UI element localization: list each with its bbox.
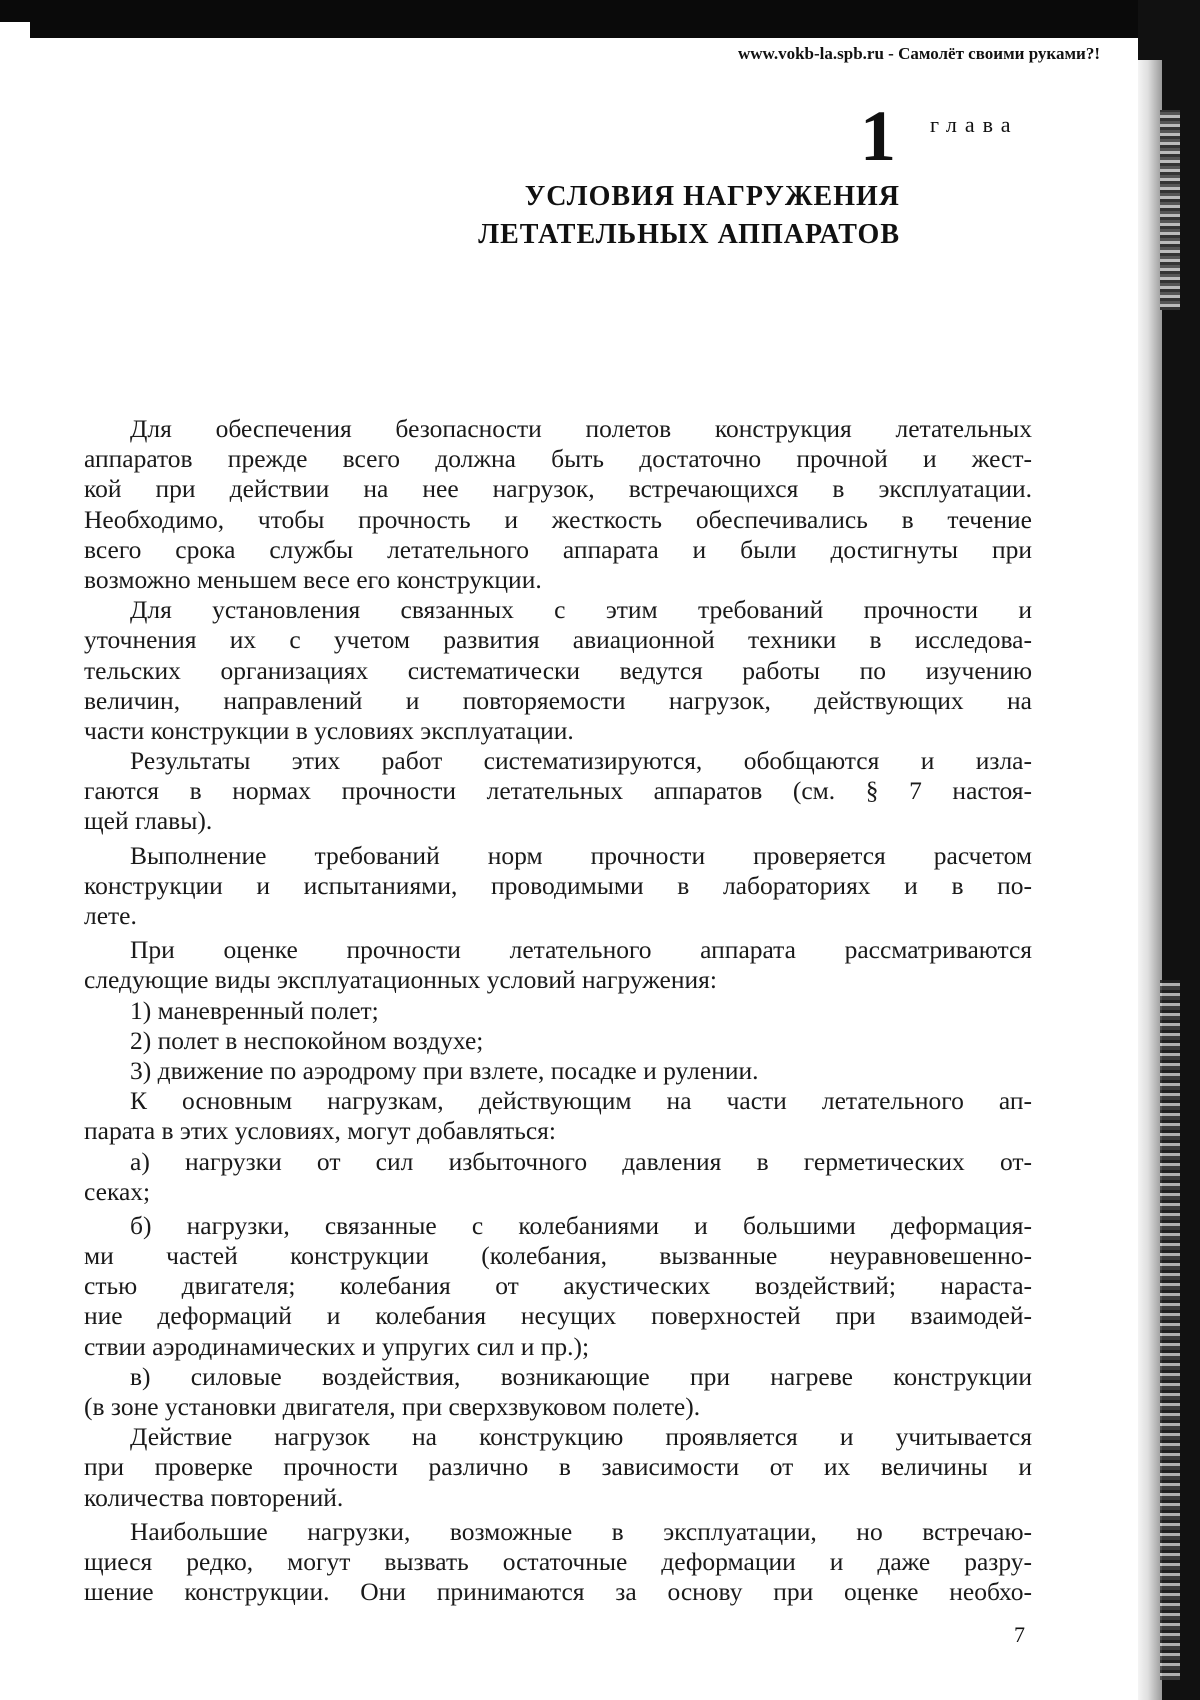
text-line: При оценке прочности летательного аппарата рассматриваются [130, 935, 1032, 965]
text-line: всего срока службы летательного аппарата и были достигнуты при [84, 534, 1032, 564]
scan-border-top [30, 0, 1200, 38]
text-line: аппаратов прежде всего должна быть достаточно прочной и жест- [84, 444, 1032, 474]
text-line: щей главы). [84, 806, 213, 836]
page-number: 7 [1014, 1622, 1025, 1647]
text-line: Необходимо, чтобы прочность и жесткость обеспечивались в течение [84, 504, 1032, 534]
text-line: секах; [84, 1176, 151, 1206]
list-item: б) нагрузки, связанные с колебаниями и большими деформация- [130, 1210, 1032, 1240]
list-item: в) силовые воздействия, возникающие при нагреве конструкции [130, 1361, 1032, 1391]
text-line: (в зоне установки двигателя, при сверхзвуковом полете). [84, 1392, 701, 1421]
text-line: Наибольшие нагрузки, возможные в эксплуатации, но встречаю- [130, 1516, 1032, 1546]
chapter-number: 1 [860, 96, 896, 176]
text-line: ми частей конструкции (колебания, вызванные неуравновешенно- [84, 1241, 1032, 1271]
chapter-title [380, 178, 900, 254]
text-line: количества повторений. [84, 1482, 344, 1512]
text-line: конструкции и испытаниями, проводимыми в лабораториях и в по- [84, 870, 1032, 900]
chapter-title-line-2: ЛЕТАТЕЛЬНЫХ АППАРАТОВ [478, 219, 900, 250]
site-header: www.vokb-la.spb.ru - Самолёт своими руками?! [737, 44, 1100, 63]
text-line: Для обеспечения безопасности полетов конструкция летательных [130, 414, 1032, 443]
text-line: тельских организациях систематически ведутся работы по изучению [84, 655, 1032, 685]
list-item: 1) маневренный полет; [130, 995, 379, 1025]
text-line: Действие нагрузок на конструкцию проявляется и учитывается [130, 1422, 1032, 1452]
text-line: Результаты этих работ систематизируются, обобщаются и изла- [130, 746, 1032, 776]
text-line: кой при действии на нее нагрузок, встречающихся в эксплуатации. [84, 474, 1032, 504]
text-line: части конструкции в условиях эксплуатации. [84, 715, 574, 745]
text-line: возможно меньшем весе его конструкции. [84, 564, 542, 594]
text-line: гаются в нормах прочности летательных аппаратов (см. § 7 настоя- [84, 776, 1032, 806]
text-line: Выполнение требований норм прочности проверяется расчетом [130, 840, 1032, 870]
text-line: величин, направлений и повторяемости нагрузок, действующих на [84, 685, 1032, 715]
text-line: щиеся редко, могут вызвать остаточные деформации и даже разру- [84, 1546, 1032, 1576]
text-line: Для установления связанных с этим требований прочности и [130, 595, 1032, 625]
body-text [84, 414, 1032, 1607]
scan-noise-lower [1160, 980, 1180, 1680]
scan-border-top-left [0, 0, 30, 22]
list-item: а) нагрузки от сил избыточного давления в герметических от- [130, 1146, 1032, 1176]
text-line: стью двигателя; колебания от акустических воздействий; нараста- [84, 1271, 1032, 1301]
scan-edge-gradient [1138, 60, 1162, 1700]
list-item: 3) движение по аэродрому при взлете, посадке и рулении. [130, 1055, 759, 1085]
chapter-word: глава [930, 112, 1019, 137]
text-line: парата в этих условиях, могут добавляться: [84, 1116, 556, 1146]
chapter-title-line-1: УСЛОВИЯ НАГРУЖЕНИЯ [524, 181, 900, 212]
text-line: следующие виды эксплуатационных условий нагружения: [84, 965, 717, 995]
text-line: шение конструкции. Они принимаются за основу при оценке необхо- [84, 1577, 1032, 1607]
text-line: лете. [84, 901, 137, 930]
text-line: ствии аэродинамических и упругих сил и пр.); [84, 1331, 590, 1361]
text-line: уточнения их с учетом развития авиационной техники в исследова- [84, 625, 1032, 655]
list-item: 2) полет в неспокойном воздухе; [130, 1025, 484, 1055]
text-line: К основным нагрузкам, действующим на части летательного ап- [130, 1086, 1032, 1116]
text-line: при проверке прочности различно в зависимости от их величины и [84, 1452, 1032, 1482]
scan-noise-upper [1160, 110, 1180, 310]
text-line: ние деформаций и колебания несущих поверхностей при взаимодей- [84, 1301, 1032, 1331]
